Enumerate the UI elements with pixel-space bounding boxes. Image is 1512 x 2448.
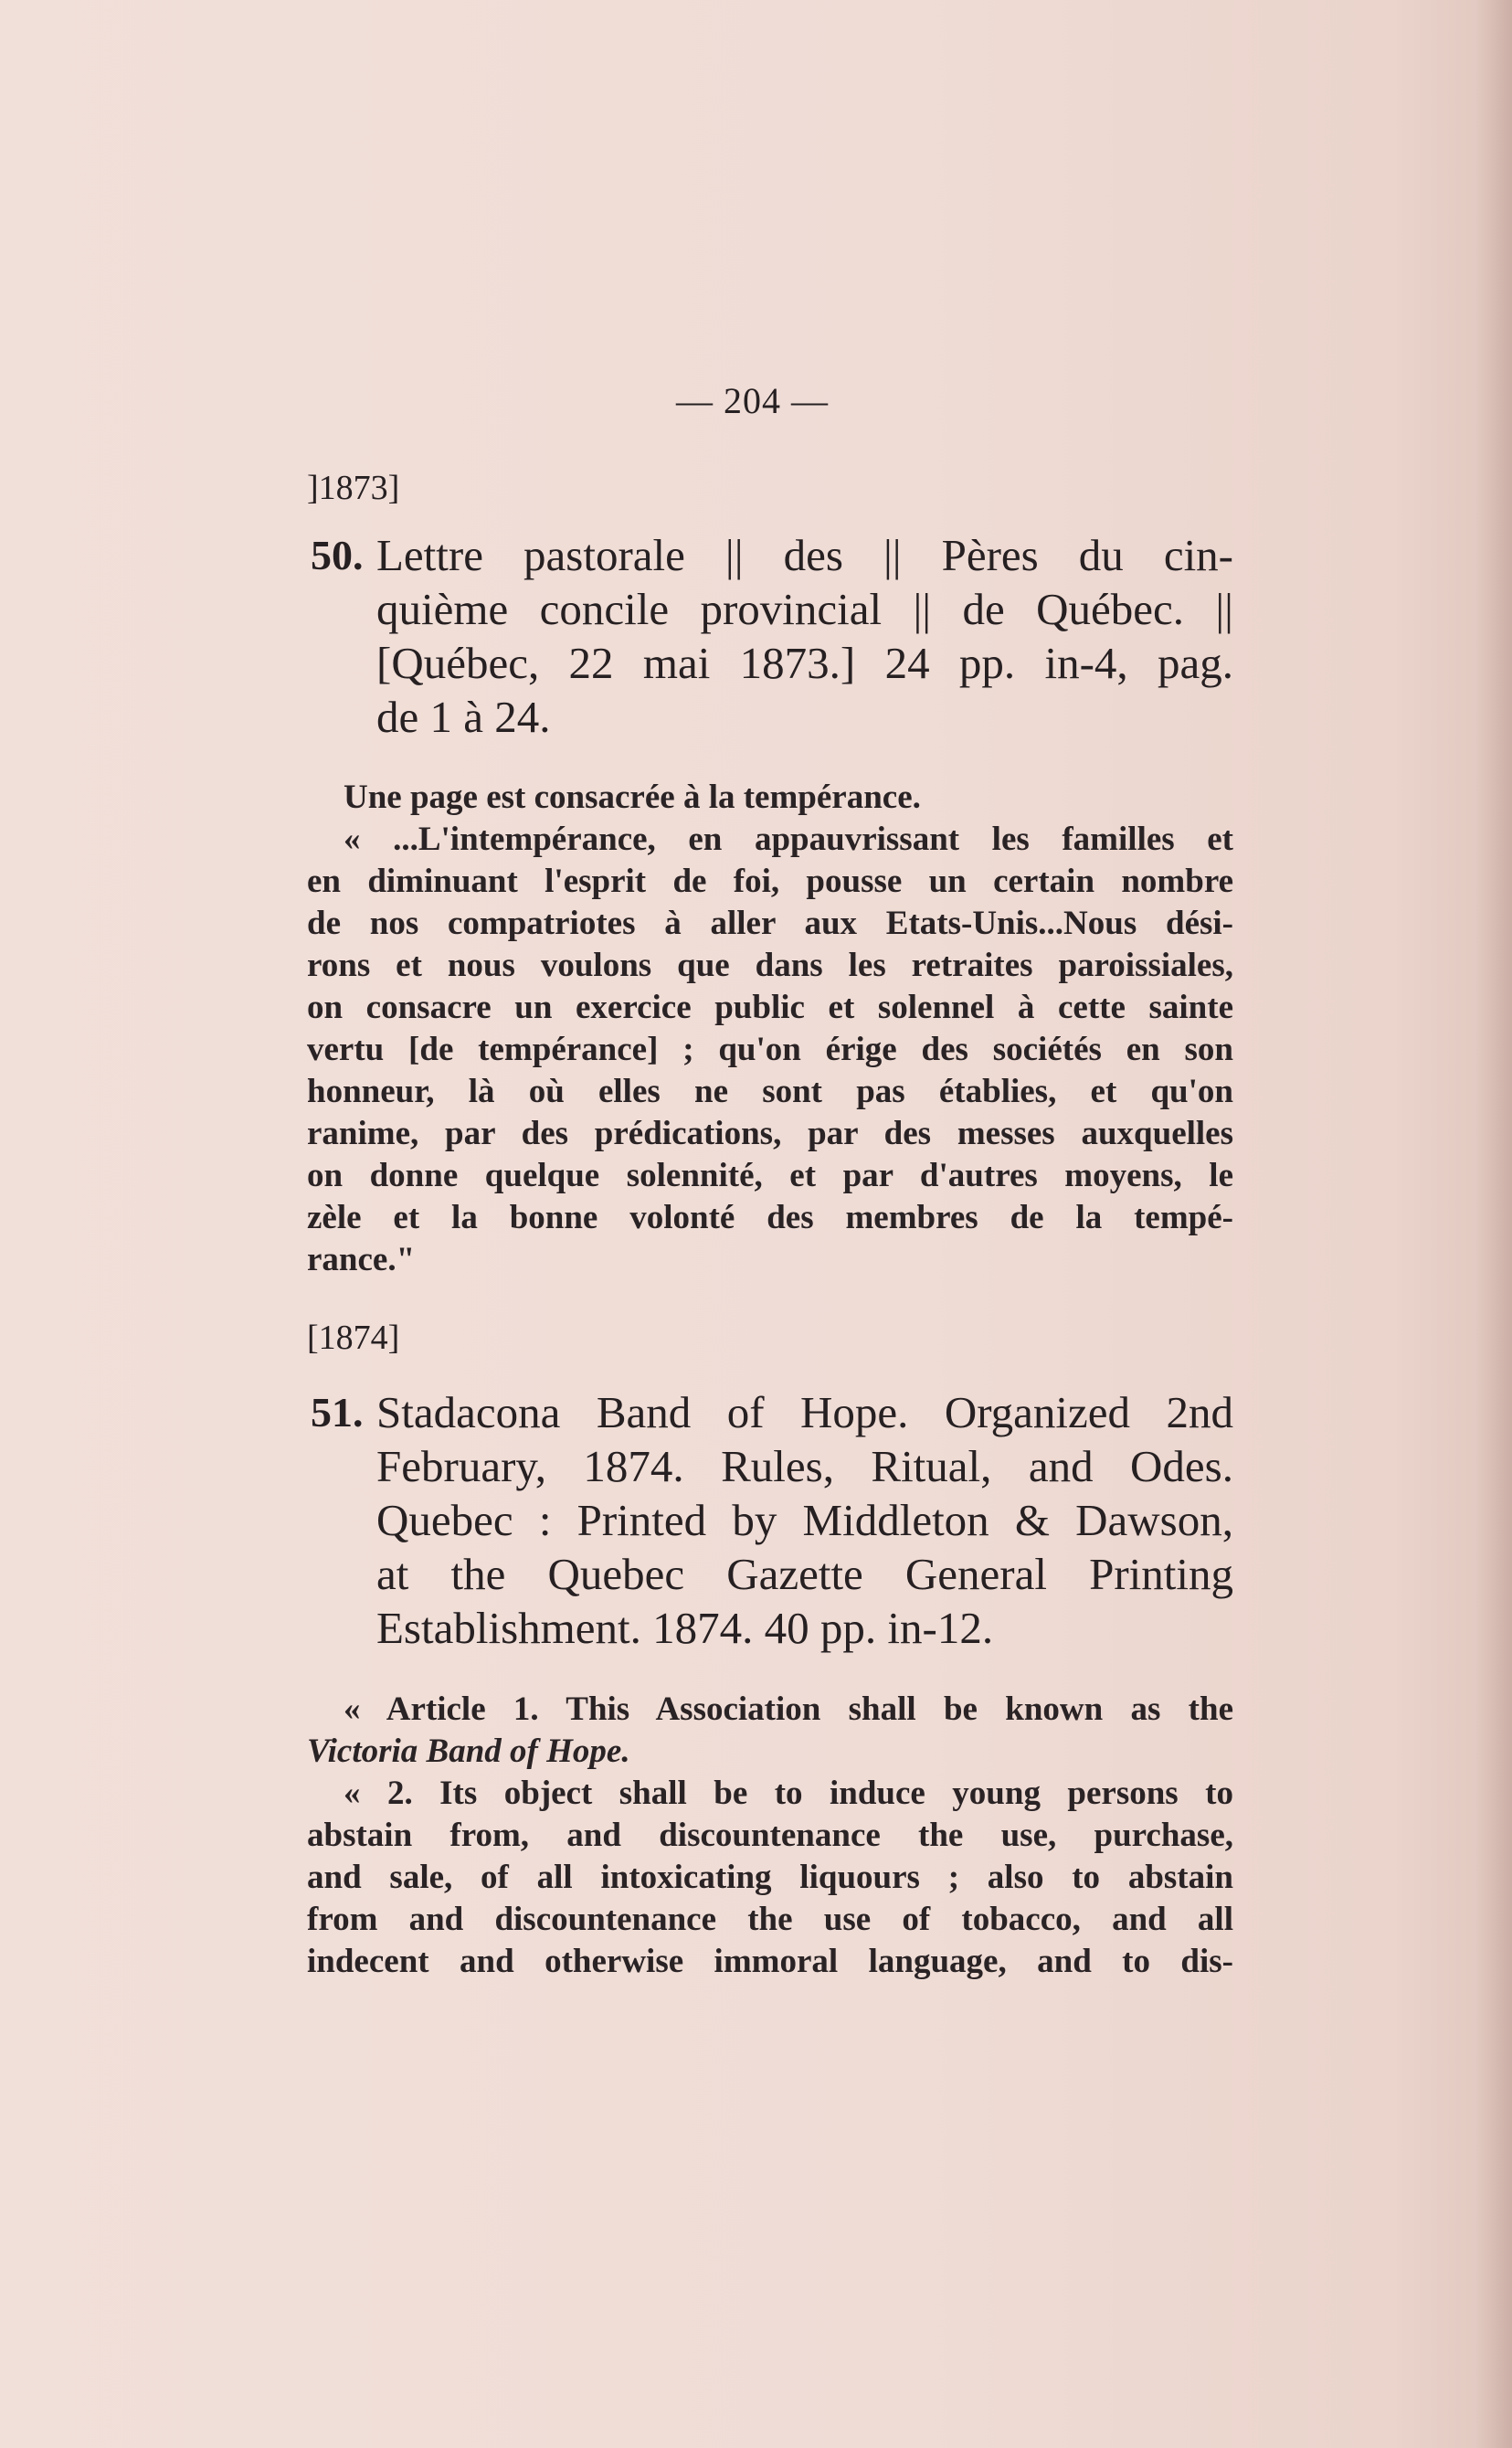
citation-line: Establishment. 1874. 40 pp. in-12.: [376, 1603, 994, 1653]
note-line: rons et nous voulons que dans les retraites paroissiales,: [307, 947, 1233, 984]
citation-line: quième concile provincial || de Québec. ||: [376, 584, 1233, 634]
note-line: from and discountenance the use of tobacco, and all: [307, 1901, 1233, 1938]
citation-line: at the Quebec Gazette General Printing: [376, 1549, 1233, 1599]
citation-line: [Québec, 22 mai 1873.] 24 pp. in-4, pag.: [376, 638, 1233, 688]
entry-citation: [311, 1385, 1233, 1655]
note-line: Une page est consacrée à la tempérance.: [344, 779, 921, 816]
citation-line: de 1 à 24.: [376, 692, 551, 742]
note-line: de nos compatriotes à aller aux Etats-Unis...Nous dési-: [307, 905, 1233, 942]
note-line: « 2. Its object shall be to induce young persons to: [344, 1775, 1233, 1812]
note-line: « Article 1. This Association shall be known as the: [344, 1690, 1233, 1728]
entry-number: 50.: [311, 532, 364, 578]
bibliography-entry-50: [311, 528, 1233, 744]
note-line: on consacre un exercice public et solennel à cette sainte: [307, 989, 1233, 1026]
note-line: « ...L'intempérance, en appauvrissant les familles et: [344, 821, 1233, 858]
note-line: rance.": [307, 1241, 416, 1278]
note-line: zèle et la bonne volonté des membres de la tempé-: [307, 1199, 1233, 1236]
note-line-italic: Victoria Band of Hope.: [307, 1733, 630, 1770]
note-line: honneur, là où elles ne sont pas établies, et qu'on: [307, 1073, 1233, 1110]
page-edge-shadow: [1475, 0, 1512, 2448]
bibliography-entry-51: [311, 1385, 1233, 1655]
citation-line: Lettre pastorale || des || Pères du cin-: [376, 530, 1233, 580]
note-line: vertu [de tempérance] ; qu'on érige des sociétés en son: [307, 1031, 1233, 1068]
year-heading-1873: ]1873]: [307, 469, 400, 507]
citation-line: Stadacona Band of Hope. Organized 2nd: [376, 1387, 1233, 1437]
note-line: and sale, of all intoxicating liquours ; also to abstain: [307, 1859, 1233, 1896]
entry-note-50: [307, 777, 1233, 1281]
page-number: — 204 —: [676, 380, 829, 421]
entry-note-51: [307, 1689, 1233, 1983]
year-heading-1874: [1874]: [307, 1319, 400, 1357]
note-line: ranime, par des prédications, par des messes auxquelles: [307, 1115, 1233, 1152]
note-line: indecent and otherwise immoral language, and to dis-: [307, 1943, 1233, 1980]
entry-citation: [311, 528, 1233, 744]
note-line: abstain from, and discountenance the use, purchase,: [307, 1817, 1233, 1854]
citation-line: February, 1874. Rules, Ritual, and Odes.: [376, 1441, 1233, 1491]
citation-line: Quebec : Printed by Middleton & Dawson,: [376, 1495, 1233, 1545]
entry-number: 51.: [311, 1389, 364, 1436]
note-line: en diminuant l'esprit de foi, pousse un certain nombre: [307, 863, 1233, 900]
note-line: on donne quelque solennité, et par d'autres moyens, le: [307, 1157, 1233, 1194]
